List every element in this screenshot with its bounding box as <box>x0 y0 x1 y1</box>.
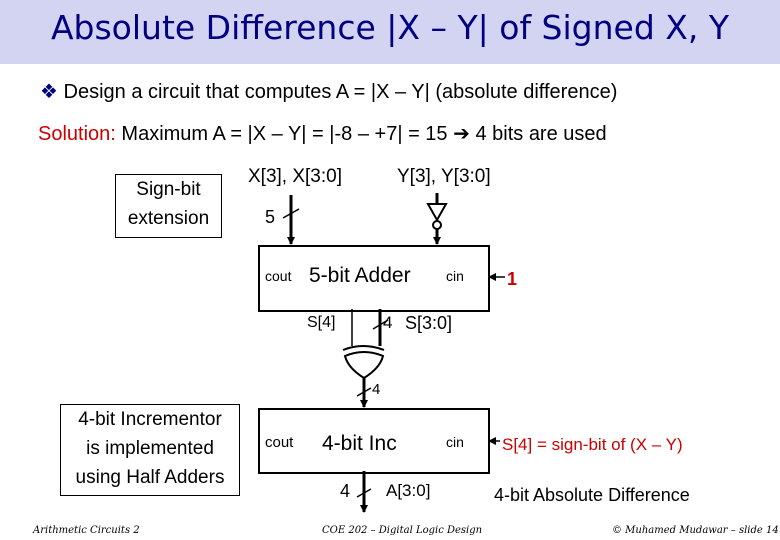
xor-bus-width: 4 <box>372 381 381 398</box>
inc-label: 4-bit Inc <box>322 432 397 455</box>
absolute-difference-label: 4-bit Absolute Difference <box>494 485 690 505</box>
adder-cin-label: cin <box>446 268 464 284</box>
incrementor-line-3: using Half Adders <box>75 467 225 488</box>
s30-bus-width: 4 <box>383 313 393 332</box>
xor-gate-body <box>345 352 383 378</box>
right-arrow-icon: ➔ <box>453 123 470 145</box>
sign-extension-line-1: Sign-bit <box>136 179 201 200</box>
bullet-text: Design a circuit that computes A = |X – Y| (absolute difference) <box>63 81 618 103</box>
inverter-bubble <box>433 221 441 229</box>
solution-label: Solution: <box>38 123 116 145</box>
solution-result: 4 bits are used <box>475 123 607 145</box>
diamond-bullet-icon: ❖ <box>40 81 58 103</box>
x-bus-width: 5 <box>265 207 276 227</box>
adder-label: 5-bit Adder <box>309 264 411 287</box>
y-input-label: Y[3], Y[3:0] <box>397 166 491 187</box>
s4-label: S[4] <box>307 314 336 331</box>
s30-label: S[3:0] <box>405 313 453 333</box>
x-input-label: X[3], X[3:0] <box>248 166 342 187</box>
inverter-triangle <box>428 204 446 220</box>
xor-back-curve <box>343 346 384 350</box>
inc-out-width: 4 <box>340 481 351 501</box>
inc-cin-note: S[4] = sign-bit of (X – Y) <box>502 435 683 454</box>
footer-center: COE 202 – Digital Logic Design <box>322 525 483 536</box>
adder-cin-value: 1 <box>507 269 518 289</box>
solution-text: Maximum A = |X – Y| = |-8 – +7| = 15 <box>121 123 448 145</box>
sign-extension-line-2: extension <box>127 208 210 229</box>
adder-cout-label: cout <box>265 268 292 284</box>
inc-out-label: A[3:0] <box>386 481 431 500</box>
incrementor-line-2: is implemented <box>86 438 214 459</box>
footer-right: © Muhamed Mudawar – slide 14 <box>612 525 779 536</box>
footer-left: Arithmetic Circuits 2 <box>33 525 140 536</box>
inc-cout-label: cout <box>265 434 294 451</box>
incrementor-line-1: 4-bit Incrementor <box>78 409 222 430</box>
inc-cin-label: cin <box>446 434 464 450</box>
slide-title: Absolute Difference |X – Y| of Signed X, Y <box>50 8 730 47</box>
